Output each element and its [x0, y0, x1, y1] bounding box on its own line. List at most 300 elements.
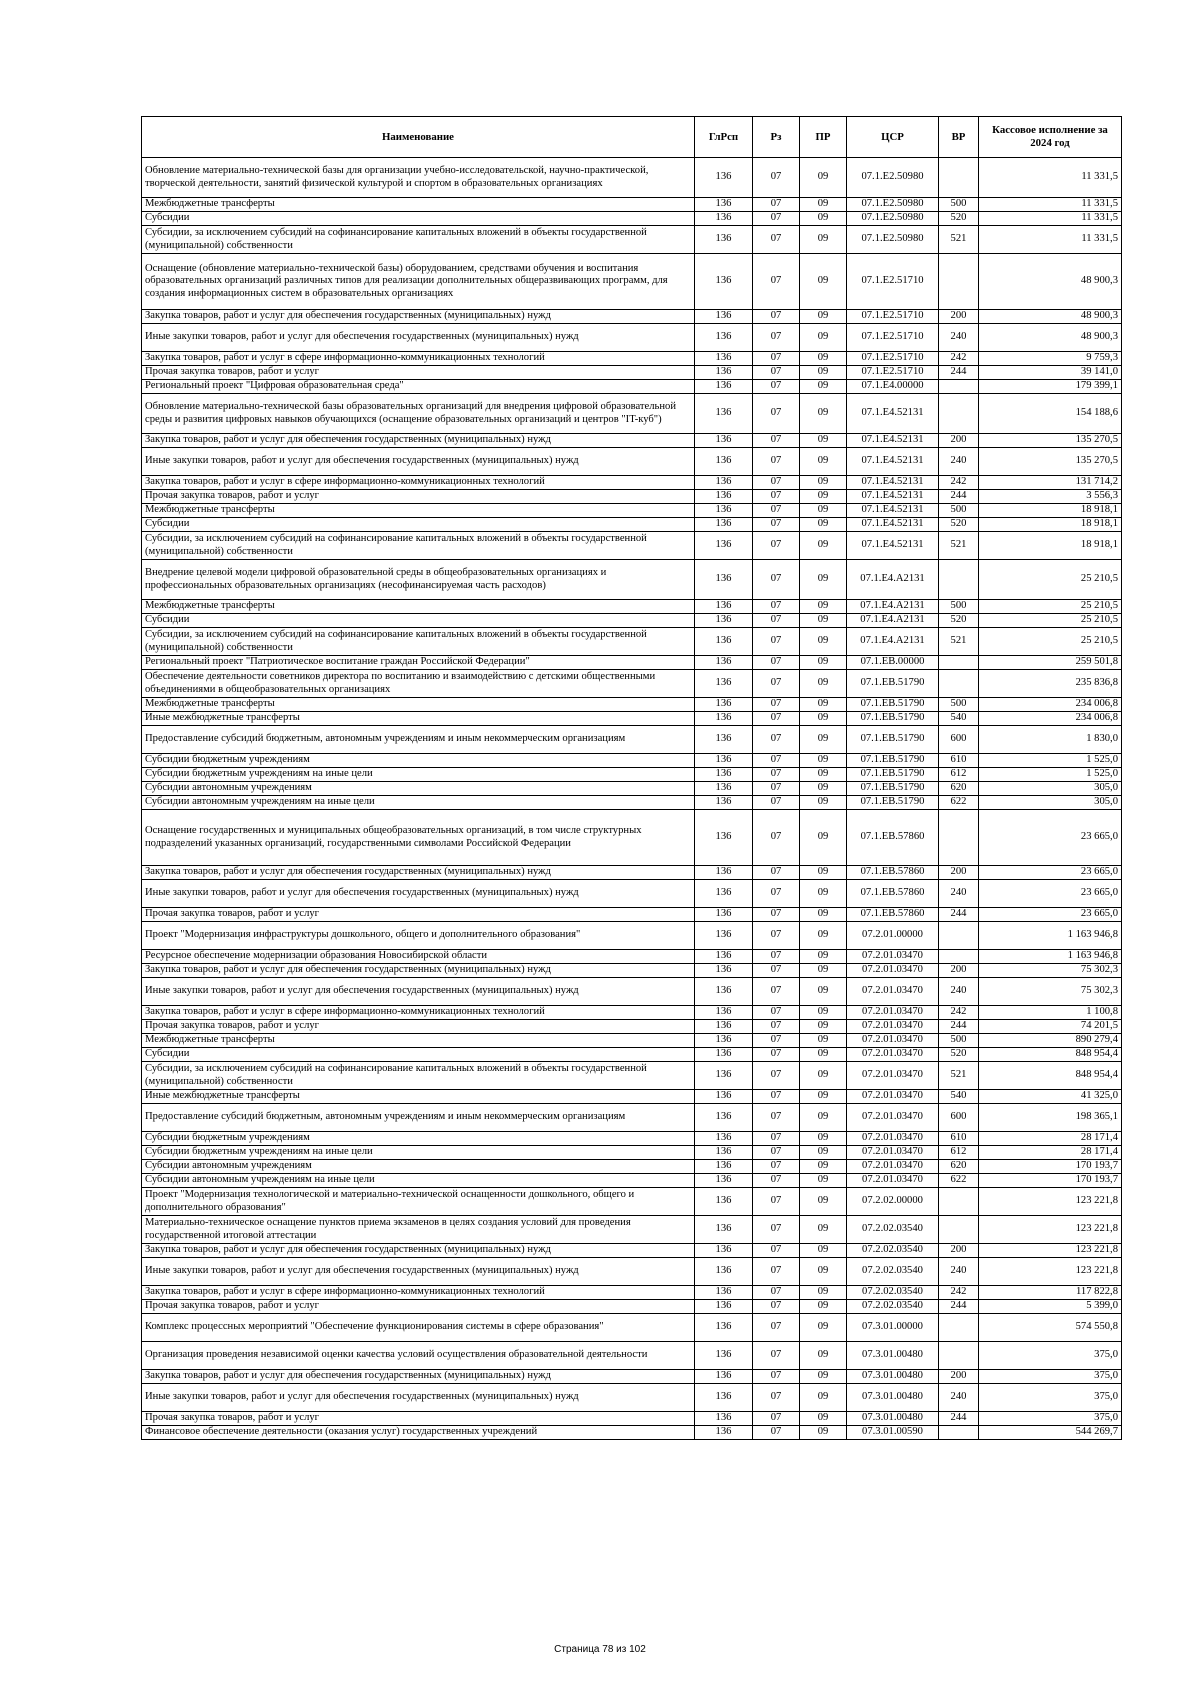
- row-glrsp-cell: 136: [695, 1216, 753, 1244]
- row-glrsp-cell: 136: [695, 1146, 753, 1160]
- row-name-cell: Обновление материально-технической базы образовательных организаций для внедрения цифровой образовательной среды и развития цифровых навыков обучающихся (оснащение образовательных организаций и центров "IT-куб"): [142, 394, 695, 434]
- row-pr-cell: 09: [800, 1090, 847, 1104]
- table-row: [142, 908, 1122, 922]
- row-glrsp-cell: 136: [695, 1384, 753, 1412]
- row-name-cell: Субсидии, за исключением субсидий на софинансирование капитальных вложений в объекты государственной (муниципальной) собственности: [142, 226, 695, 254]
- row-glrsp-cell: 136: [695, 950, 753, 964]
- row-rz-cell: 07: [753, 448, 800, 476]
- table-row: [142, 254, 1122, 310]
- row-amount-cell: 375,0: [979, 1384, 1122, 1412]
- row-pr-cell: 09: [800, 880, 847, 908]
- row-rz-cell: 07: [753, 712, 800, 726]
- row-pr-cell: 09: [800, 212, 847, 226]
- row-vr-cell: 521: [939, 532, 979, 560]
- row-rz-cell: 07: [753, 380, 800, 394]
- row-amount-cell: 1 163 946,8: [979, 950, 1122, 964]
- row-name-cell: Субсидии, за исключением субсидий на софинансирование капитальных вложений в объекты государственной (муниципальной) собственности: [142, 1062, 695, 1090]
- row-csr-cell: 07.3.01.00480: [847, 1370, 939, 1384]
- row-csr-cell: 07.2.02.03540: [847, 1216, 939, 1244]
- row-glrsp-cell: 136: [695, 796, 753, 810]
- row-vr-cell: 520: [939, 212, 979, 226]
- row-csr-cell: 07.1.EB.51790: [847, 698, 939, 712]
- row-rz-cell: 07: [753, 656, 800, 670]
- row-rz-cell: 07: [753, 1048, 800, 1062]
- table-row: [142, 1020, 1122, 1034]
- row-vr-cell: [939, 1314, 979, 1342]
- row-name-cell: Закупка товаров, работ и услуг для обеспечения государственных (муниципальных) нужд: [142, 310, 695, 324]
- row-vr-cell: 600: [939, 726, 979, 754]
- row-rz-cell: 07: [753, 964, 800, 978]
- row-pr-cell: 09: [800, 532, 847, 560]
- row-glrsp-cell: 136: [695, 964, 753, 978]
- row-rz-cell: 07: [753, 1286, 800, 1300]
- table-row: [142, 448, 1122, 476]
- row-glrsp-cell: 136: [695, 726, 753, 754]
- row-vr-cell: 622: [939, 1174, 979, 1188]
- row-name-cell: Финансовое обеспечение деятельности (оказания услуг) государственных учреждений: [142, 1426, 695, 1440]
- row-vr-cell: 620: [939, 1160, 979, 1174]
- row-rz-cell: 07: [753, 1062, 800, 1090]
- row-rz-cell: 07: [753, 324, 800, 352]
- row-vr-cell: 500: [939, 198, 979, 212]
- row-rz-cell: 07: [753, 490, 800, 504]
- row-pr-cell: 09: [800, 1188, 847, 1216]
- budget-execution-table: [141, 116, 1122, 1440]
- row-csr-cell: 07.2.02.03540: [847, 1300, 939, 1314]
- row-csr-cell: 07.1.EB.51790: [847, 754, 939, 768]
- row-pr-cell: 09: [800, 1020, 847, 1034]
- row-vr-cell: 244: [939, 490, 979, 504]
- row-rz-cell: 07: [753, 394, 800, 434]
- row-pr-cell: 09: [800, 448, 847, 476]
- row-name-cell: Региональный проект "Цифровая образовательная среда": [142, 380, 695, 394]
- row-glrsp-cell: 136: [695, 448, 753, 476]
- row-name-cell: Иные межбюджетные трансферты: [142, 712, 695, 726]
- table-header-row: [142, 117, 1122, 158]
- row-vr-cell: [939, 1342, 979, 1370]
- row-amount-cell: 375,0: [979, 1370, 1122, 1384]
- row-name-cell: Проект "Модернизация инфраструктуры дошкольного, общего и дополнительного образования": [142, 922, 695, 950]
- row-rz-cell: 07: [753, 628, 800, 656]
- table-row: [142, 1104, 1122, 1132]
- row-amount-cell: 170 193,7: [979, 1160, 1122, 1174]
- row-glrsp-cell: 136: [695, 490, 753, 504]
- table-row: [142, 518, 1122, 532]
- row-glrsp-cell: 136: [695, 310, 753, 324]
- row-rz-cell: 07: [753, 782, 800, 796]
- table-row: [142, 1412, 1122, 1426]
- row-name-cell: Межбюджетные трансферты: [142, 600, 695, 614]
- row-glrsp-cell: 136: [695, 1412, 753, 1426]
- row-name-cell: Закупка товаров, работ и услуг в сфере информационно-коммуникационных технологий: [142, 1006, 695, 1020]
- row-rz-cell: 07: [753, 226, 800, 254]
- row-csr-cell: 07.2.01.03470: [847, 1020, 939, 1034]
- row-glrsp-cell: 136: [695, 198, 753, 212]
- row-vr-cell: 622: [939, 796, 979, 810]
- row-name-cell: Прочая закупка товаров, работ и услуг: [142, 908, 695, 922]
- row-vr-cell: 521: [939, 1062, 979, 1090]
- row-vr-cell: [939, 950, 979, 964]
- row-pr-cell: 09: [800, 768, 847, 782]
- row-amount-cell: 48 900,3: [979, 254, 1122, 310]
- row-name-cell: Закупка товаров, работ и услуг для обеспечения государственных (муниципальных) нужд: [142, 964, 695, 978]
- row-vr-cell: 520: [939, 614, 979, 628]
- row-csr-cell: 07.1.E4.52131: [847, 504, 939, 518]
- row-name-cell: Иные закупки товаров, работ и услуг для обеспечения государственных (муниципальных) нужд: [142, 1258, 695, 1286]
- row-name-cell: Иные закупки товаров, работ и услуг для обеспечения государственных (муниципальных) нужд: [142, 448, 695, 476]
- row-amount-cell: 234 006,8: [979, 698, 1122, 712]
- row-name-cell: Субсидии автономным учреждениям на иные цели: [142, 1174, 695, 1188]
- row-vr-cell: [939, 158, 979, 198]
- row-glrsp-cell: 136: [695, 656, 753, 670]
- row-amount-cell: 48 900,3: [979, 324, 1122, 352]
- row-rz-cell: 07: [753, 1188, 800, 1216]
- row-csr-cell: 07.1.E4.52131: [847, 532, 939, 560]
- row-vr-cell: 242: [939, 352, 979, 366]
- row-pr-cell: 09: [800, 1132, 847, 1146]
- row-vr-cell: 540: [939, 1090, 979, 1104]
- row-amount-cell: 18 918,1: [979, 532, 1122, 560]
- row-vr-cell: [939, 560, 979, 600]
- row-csr-cell: 07.1.EB.51790: [847, 782, 939, 796]
- row-csr-cell: 07.2.01.03470: [847, 964, 939, 978]
- row-rz-cell: 07: [753, 1090, 800, 1104]
- header-pr: ПР: [800, 117, 847, 158]
- row-amount-cell: 123 221,8: [979, 1188, 1122, 1216]
- table-row: [142, 352, 1122, 366]
- row-vr-cell: 500: [939, 1034, 979, 1048]
- row-name-cell: Субсидии бюджетным учреждениям на иные цели: [142, 1146, 695, 1160]
- row-amount-cell: 75 302,3: [979, 978, 1122, 1006]
- row-vr-cell: 244: [939, 366, 979, 380]
- row-csr-cell: 07.1.E4.52131: [847, 434, 939, 448]
- row-csr-cell: 07.2.01.03470: [847, 950, 939, 964]
- row-csr-cell: 07.3.01.00480: [847, 1384, 939, 1412]
- row-rz-cell: 07: [753, 978, 800, 1006]
- table-row: [142, 366, 1122, 380]
- row-amount-cell: 48 900,3: [979, 310, 1122, 324]
- row-rz-cell: 07: [753, 310, 800, 324]
- row-csr-cell: 07.1.E4.A2131: [847, 560, 939, 600]
- row-vr-cell: 242: [939, 1006, 979, 1020]
- row-vr-cell: 520: [939, 1048, 979, 1062]
- row-name-cell: Межбюджетные трансферты: [142, 504, 695, 518]
- row-amount-cell: 1 525,0: [979, 754, 1122, 768]
- row-name-cell: Прочая закупка товаров, работ и услуг: [142, 1020, 695, 1034]
- table-row: [142, 324, 1122, 352]
- table-row: [142, 614, 1122, 628]
- row-glrsp-cell: 136: [695, 922, 753, 950]
- row-name-cell: Закупка товаров, работ и услуг для обеспечения государственных (муниципальных) нужд: [142, 1370, 695, 1384]
- row-name-cell: Комплекс процессных мероприятий "Обеспечение функционирования системы в сфере образования": [142, 1314, 695, 1342]
- row-amount-cell: 170 193,7: [979, 1174, 1122, 1188]
- row-pr-cell: 09: [800, 670, 847, 698]
- row-name-cell: Прочая закупка товаров, работ и услуг: [142, 1412, 695, 1426]
- row-csr-cell: 07.2.01.03470: [847, 1090, 939, 1104]
- row-csr-cell: 07.1.E2.51710: [847, 254, 939, 310]
- row-vr-cell: 610: [939, 1132, 979, 1146]
- row-csr-cell: 07.2.02.03540: [847, 1258, 939, 1286]
- row-name-cell: Обновление материально-технической базы для организации учебно-исследовательской, научно-практической, творческой деятельности, занятий физической культурой и спортом в образовательных организациях: [142, 158, 695, 198]
- row-csr-cell: 07.2.02.03540: [847, 1286, 939, 1300]
- table-row: [142, 1090, 1122, 1104]
- table-row: [142, 212, 1122, 226]
- row-rz-cell: 07: [753, 1146, 800, 1160]
- row-rz-cell: 07: [753, 476, 800, 490]
- table-row: [142, 532, 1122, 560]
- row-name-cell: Проект "Модернизация технологической и материально-технической оснащенности дошкольного, общего и дополнительного образования": [142, 1188, 695, 1216]
- row-pr-cell: 09: [800, 1160, 847, 1174]
- row-name-cell: Предоставление субсидий бюджетным, автономным учреждениям и иным некоммерческим организациям: [142, 1104, 695, 1132]
- row-vr-cell: 612: [939, 1146, 979, 1160]
- row-csr-cell: 07.1.E4.52131: [847, 476, 939, 490]
- row-pr-cell: 09: [800, 1286, 847, 1300]
- row-name-cell: Субсидии: [142, 518, 695, 532]
- row-glrsp-cell: 136: [695, 712, 753, 726]
- row-name-cell: Прочая закупка товаров, работ и услуг: [142, 366, 695, 380]
- table-row: [142, 394, 1122, 434]
- row-name-cell: Закупка товаров, работ и услуг для обеспечения государственных (муниципальных) нужд: [142, 1244, 695, 1258]
- row-csr-cell: 07.2.01.00000: [847, 922, 939, 950]
- row-pr-cell: 09: [800, 1300, 847, 1314]
- row-rz-cell: 07: [753, 754, 800, 768]
- row-csr-cell: 07.1.E2.51710: [847, 324, 939, 352]
- table-row: [142, 1146, 1122, 1160]
- row-amount-cell: 11 331,5: [979, 226, 1122, 254]
- row-pr-cell: 09: [800, 254, 847, 310]
- row-glrsp-cell: 136: [695, 366, 753, 380]
- row-amount-cell: 117 822,8: [979, 1286, 1122, 1300]
- row-rz-cell: 07: [753, 614, 800, 628]
- row-amount-cell: 1 163 946,8: [979, 922, 1122, 950]
- row-amount-cell: 41 325,0: [979, 1090, 1122, 1104]
- row-rz-cell: 07: [753, 1300, 800, 1314]
- row-glrsp-cell: 136: [695, 1258, 753, 1286]
- row-amount-cell: 375,0: [979, 1412, 1122, 1426]
- row-name-cell: Закупка товаров, работ и услуг для обеспечения государственных (муниципальных) нужд: [142, 866, 695, 880]
- row-glrsp-cell: 136: [695, 1342, 753, 1370]
- table-row: [142, 1216, 1122, 1244]
- table-row: [142, 796, 1122, 810]
- row-amount-cell: 235 836,8: [979, 670, 1122, 698]
- row-glrsp-cell: 136: [695, 1020, 753, 1034]
- row-rz-cell: 07: [753, 352, 800, 366]
- row-amount-cell: 848 954,4: [979, 1048, 1122, 1062]
- row-vr-cell: [939, 810, 979, 866]
- row-pr-cell: 09: [800, 324, 847, 352]
- row-name-cell: Закупка товаров, работ и услуг в сфере информационно-коммуникационных технологий: [142, 1286, 695, 1300]
- row-rz-cell: 07: [753, 1370, 800, 1384]
- row-amount-cell: 25 210,5: [979, 600, 1122, 614]
- row-vr-cell: 242: [939, 1286, 979, 1300]
- row-glrsp-cell: 136: [695, 908, 753, 922]
- table-row: [142, 712, 1122, 726]
- row-rz-cell: 07: [753, 1006, 800, 1020]
- row-vr-cell: 200: [939, 310, 979, 324]
- table-row: [142, 504, 1122, 518]
- row-vr-cell: 244: [939, 1300, 979, 1314]
- row-csr-cell: 07.1.EB.57860: [847, 810, 939, 866]
- row-amount-cell: 39 141,0: [979, 366, 1122, 380]
- row-vr-cell: [939, 254, 979, 310]
- table-row: [142, 698, 1122, 712]
- row-rz-cell: 07: [753, 1174, 800, 1188]
- row-csr-cell: 07.1.EB.57860: [847, 908, 939, 922]
- row-pr-cell: 09: [800, 1314, 847, 1342]
- row-csr-cell: 07.2.01.03470: [847, 978, 939, 1006]
- row-csr-cell: 07.1.EB.51790: [847, 712, 939, 726]
- table-row: [142, 726, 1122, 754]
- row-pr-cell: 09: [800, 1342, 847, 1370]
- row-pr-cell: 09: [800, 518, 847, 532]
- row-name-cell: Обеспечение деятельности советников директора по воспитанию и взаимодействию с детскими общественными объединениями в общеобразовательных организациях: [142, 670, 695, 698]
- table-row: [142, 560, 1122, 600]
- table-row: [142, 1300, 1122, 1314]
- row-pr-cell: 09: [800, 310, 847, 324]
- row-vr-cell: 244: [939, 1412, 979, 1426]
- row-glrsp-cell: 136: [695, 978, 753, 1006]
- header-amount: Кассовое исполнение за 2024 год: [979, 117, 1122, 158]
- row-glrsp-cell: 136: [695, 560, 753, 600]
- row-glrsp-cell: 136: [695, 434, 753, 448]
- row-amount-cell: 123 221,8: [979, 1216, 1122, 1244]
- row-csr-cell: 07.1.EB.51790: [847, 796, 939, 810]
- table-row: [142, 1314, 1122, 1342]
- row-pr-cell: 09: [800, 1104, 847, 1132]
- row-amount-cell: 154 188,6: [979, 394, 1122, 434]
- row-amount-cell: 3 556,3: [979, 490, 1122, 504]
- row-vr-cell: 244: [939, 1020, 979, 1034]
- row-name-cell: Внедрение целевой модели цифровой образовательной среды в общеобразовательных организациях и профессиональных образовательных организациях (несофинансируемая часть расходов): [142, 560, 695, 600]
- row-vr-cell: [939, 670, 979, 698]
- row-vr-cell: [939, 394, 979, 434]
- table-row: [142, 1384, 1122, 1412]
- row-vr-cell: 612: [939, 768, 979, 782]
- row-name-cell: Иные закупки товаров, работ и услуг для обеспечения государственных (муниципальных) нужд: [142, 324, 695, 352]
- row-name-cell: Межбюджетные трансферты: [142, 198, 695, 212]
- row-glrsp-cell: 136: [695, 1426, 753, 1440]
- row-vr-cell: 610: [939, 754, 979, 768]
- row-csr-cell: 07.1.E2.51710: [847, 366, 939, 380]
- row-rz-cell: 07: [753, 532, 800, 560]
- row-vr-cell: 240: [939, 880, 979, 908]
- row-amount-cell: 131 714,2: [979, 476, 1122, 490]
- row-amount-cell: 305,0: [979, 796, 1122, 810]
- row-glrsp-cell: 136: [695, 1160, 753, 1174]
- row-amount-cell: 890 279,4: [979, 1034, 1122, 1048]
- row-vr-cell: 200: [939, 866, 979, 880]
- row-rz-cell: 07: [753, 366, 800, 380]
- row-name-cell: Субсидии автономным учреждениям на иные цели: [142, 796, 695, 810]
- row-rz-cell: 07: [753, 1216, 800, 1244]
- row-pr-cell: 09: [800, 726, 847, 754]
- row-pr-cell: 09: [800, 352, 847, 366]
- row-vr-cell: 521: [939, 628, 979, 656]
- row-csr-cell: 07.3.01.00480: [847, 1412, 939, 1426]
- row-csr-cell: 07.1.EB.00000: [847, 656, 939, 670]
- table-row: [142, 1174, 1122, 1188]
- row-name-cell: Иные закупки товаров, работ и услуг для обеспечения государственных (муниципальных) нужд: [142, 880, 695, 908]
- row-amount-cell: 544 269,7: [979, 1426, 1122, 1440]
- row-amount-cell: 75 302,3: [979, 964, 1122, 978]
- row-name-cell: Субсидии автономным учреждениям: [142, 1160, 695, 1174]
- row-glrsp-cell: 136: [695, 1090, 753, 1104]
- row-rz-cell: 07: [753, 198, 800, 212]
- row-vr-cell: 242: [939, 476, 979, 490]
- row-csr-cell: 07.1.E2.50980: [847, 158, 939, 198]
- table-row: [142, 754, 1122, 768]
- row-name-cell: Прочая закупка товаров, работ и услуг: [142, 490, 695, 504]
- row-glrsp-cell: 136: [695, 226, 753, 254]
- row-glrsp-cell: 136: [695, 532, 753, 560]
- row-csr-cell: 07.2.01.03470: [847, 1006, 939, 1020]
- row-name-cell: Ресурсное обеспечение модернизации образования Новосибирской области: [142, 950, 695, 964]
- row-glrsp-cell: 136: [695, 1062, 753, 1090]
- row-rz-cell: 07: [753, 560, 800, 600]
- row-pr-cell: 09: [800, 1034, 847, 1048]
- row-glrsp-cell: 136: [695, 1174, 753, 1188]
- row-vr-cell: [939, 1188, 979, 1216]
- row-glrsp-cell: 136: [695, 1006, 753, 1020]
- row-glrsp-cell: 136: [695, 394, 753, 434]
- row-rz-cell: 07: [753, 1314, 800, 1342]
- row-vr-cell: 500: [939, 600, 979, 614]
- row-glrsp-cell: 136: [695, 1370, 753, 1384]
- row-csr-cell: 07.2.01.03470: [847, 1104, 939, 1132]
- row-glrsp-cell: 136: [695, 1286, 753, 1300]
- row-pr-cell: 09: [800, 628, 847, 656]
- row-rz-cell: 07: [753, 1384, 800, 1412]
- row-csr-cell: 07.1.EB.51790: [847, 726, 939, 754]
- row-amount-cell: 1 100,8: [979, 1006, 1122, 1020]
- row-glrsp-cell: 136: [695, 324, 753, 352]
- table-row: [142, 1258, 1122, 1286]
- row-amount-cell: 23 665,0: [979, 810, 1122, 866]
- row-glrsp-cell: 136: [695, 628, 753, 656]
- row-amount-cell: 11 331,5: [979, 158, 1122, 198]
- row-pr-cell: 09: [800, 380, 847, 394]
- row-pr-cell: 09: [800, 198, 847, 212]
- row-pr-cell: 09: [800, 656, 847, 670]
- row-amount-cell: 25 210,5: [979, 628, 1122, 656]
- row-csr-cell: 07.1.E2.50980: [847, 212, 939, 226]
- row-pr-cell: 09: [800, 1048, 847, 1062]
- table-row: [142, 978, 1122, 1006]
- row-vr-cell: 200: [939, 1244, 979, 1258]
- row-glrsp-cell: 136: [695, 600, 753, 614]
- row-glrsp-cell: 136: [695, 670, 753, 698]
- row-csr-cell: 07.2.01.03470: [847, 1048, 939, 1062]
- row-csr-cell: 07.2.01.03470: [847, 1174, 939, 1188]
- header-rz: Рз: [753, 117, 800, 158]
- row-vr-cell: 240: [939, 324, 979, 352]
- row-pr-cell: 09: [800, 796, 847, 810]
- row-amount-cell: 234 006,8: [979, 712, 1122, 726]
- row-csr-cell: 07.1.EB.51790: [847, 768, 939, 782]
- table-row: [142, 1048, 1122, 1062]
- row-pr-cell: 09: [800, 600, 847, 614]
- row-csr-cell: 07.3.01.00590: [847, 1426, 939, 1440]
- row-rz-cell: 07: [753, 922, 800, 950]
- row-pr-cell: 09: [800, 1174, 847, 1188]
- table-row: [142, 1188, 1122, 1216]
- row-vr-cell: 200: [939, 1370, 979, 1384]
- row-csr-cell: 07.2.01.03470: [847, 1034, 939, 1048]
- row-glrsp-cell: 136: [695, 1188, 753, 1216]
- row-pr-cell: 09: [800, 950, 847, 964]
- row-csr-cell: 07.1.E2.50980: [847, 198, 939, 212]
- row-pr-cell: 09: [800, 490, 847, 504]
